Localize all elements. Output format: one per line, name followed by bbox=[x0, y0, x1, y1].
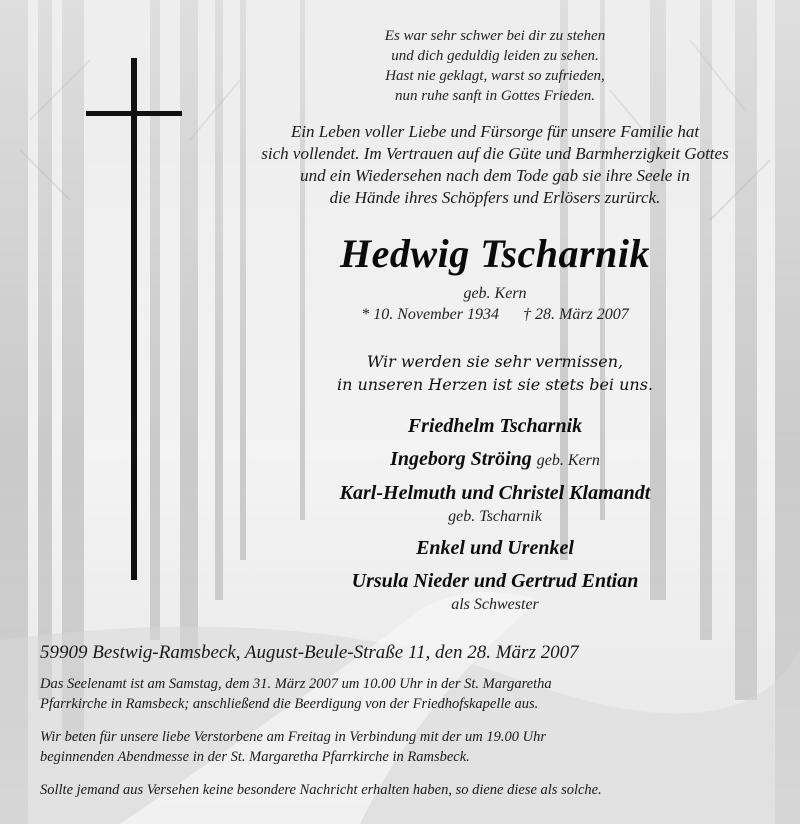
mourner-4 bbox=[250, 535, 740, 562]
mourner-5 bbox=[250, 568, 740, 615]
poem-line: Es war sehr schwer bei dir zu stehen bbox=[384, 28, 606, 44]
life-dates bbox=[250, 305, 740, 325]
birth-date: * 10. November 1934 bbox=[361, 306, 499, 323]
mourner-birth-name: geb. Tscharnik bbox=[448, 508, 542, 525]
tribute-line: und ein Wiedersehen nach dem Tode gab sie ihre Seele in bbox=[300, 166, 690, 185]
mourner-name: Ursula Nieder und Gertrud Entian bbox=[351, 570, 639, 592]
requiem-info bbox=[40, 674, 770, 714]
farewell-line: Wir werden sie sehr vermissen, bbox=[366, 352, 624, 371]
mourner-1 bbox=[250, 413, 740, 440]
cross-vertical-bar bbox=[131, 58, 137, 580]
tribute-line: die Hände ihres Schöpfers und Erlösers zurürck. bbox=[329, 188, 661, 207]
death-date: † 28. März 2007 bbox=[522, 306, 629, 323]
farewell-text bbox=[250, 350, 740, 396]
tribute-line: sich vollendet. Im Vertrauen auf die Güte und Barmherzigkeit Gottes bbox=[261, 144, 729, 163]
address-date-line: 59909 Bestwig-Ramsbeck, August-Beule-Straße 11, den 28. März 2007 bbox=[40, 642, 579, 663]
poem-line: nun ruhe sanft in Gottes Frieden. bbox=[395, 88, 595, 104]
info-line: Sollte jemand aus Versehen keine besondere Nachricht erhalten haben, so diene diese als solche. bbox=[40, 782, 602, 798]
deceased-name: Hedwig Tscharnik bbox=[340, 231, 650, 276]
info-line: Das Seelenamt ist am Samstag, dem 31. März 2007 um 10.00 Uhr in der St. Margaretha bbox=[40, 676, 552, 692]
mourner-name: Ingeborg Ströing bbox=[390, 448, 532, 470]
mourner-3 bbox=[250, 480, 740, 527]
info-line: beginnenden Abendmesse in der St. Margaretha Pfarrkirche in Ramsbeck. bbox=[40, 749, 470, 765]
farewell-line: in unseren Herzen ist sie stets bei uns. bbox=[336, 375, 654, 394]
mourner-relation: als Schwester bbox=[451, 596, 539, 613]
mourner-birth-name: geb. Kern bbox=[536, 452, 600, 469]
tribute-text bbox=[225, 121, 765, 209]
cross-horizontal-bar bbox=[86, 111, 182, 116]
mourner-name: Enkel und Urenkel bbox=[416, 537, 574, 559]
memorial-poem bbox=[250, 26, 740, 106]
notice-info bbox=[40, 780, 770, 800]
info-line: Pfarrkirche in Ramsbeck; anschließend die Beerdigung von der Friedhofskapelle aus. bbox=[40, 696, 539, 712]
mourner-2 bbox=[250, 446, 740, 474]
tribute-line: Ein Leben voller Liebe und Fürsorge für unsere Familie hat bbox=[290, 122, 700, 141]
mourner-name: Friedhelm Tscharnik bbox=[407, 415, 583, 437]
info-line: Wir beten für unsere liebe Verstorbene am Freitag in Verbindung mit der um 19.00 Uhr bbox=[40, 729, 546, 745]
mourner-name: Karl-Helmuth und Christel Klamandt bbox=[339, 482, 651, 504]
poem-line: Hast nie geklagt, warst so zufrieden, bbox=[385, 68, 605, 84]
poem-line: und dich geduldig leiden zu sehen. bbox=[391, 48, 599, 64]
prayer-info bbox=[40, 727, 770, 767]
birth-name: geb. Kern bbox=[463, 285, 527, 302]
